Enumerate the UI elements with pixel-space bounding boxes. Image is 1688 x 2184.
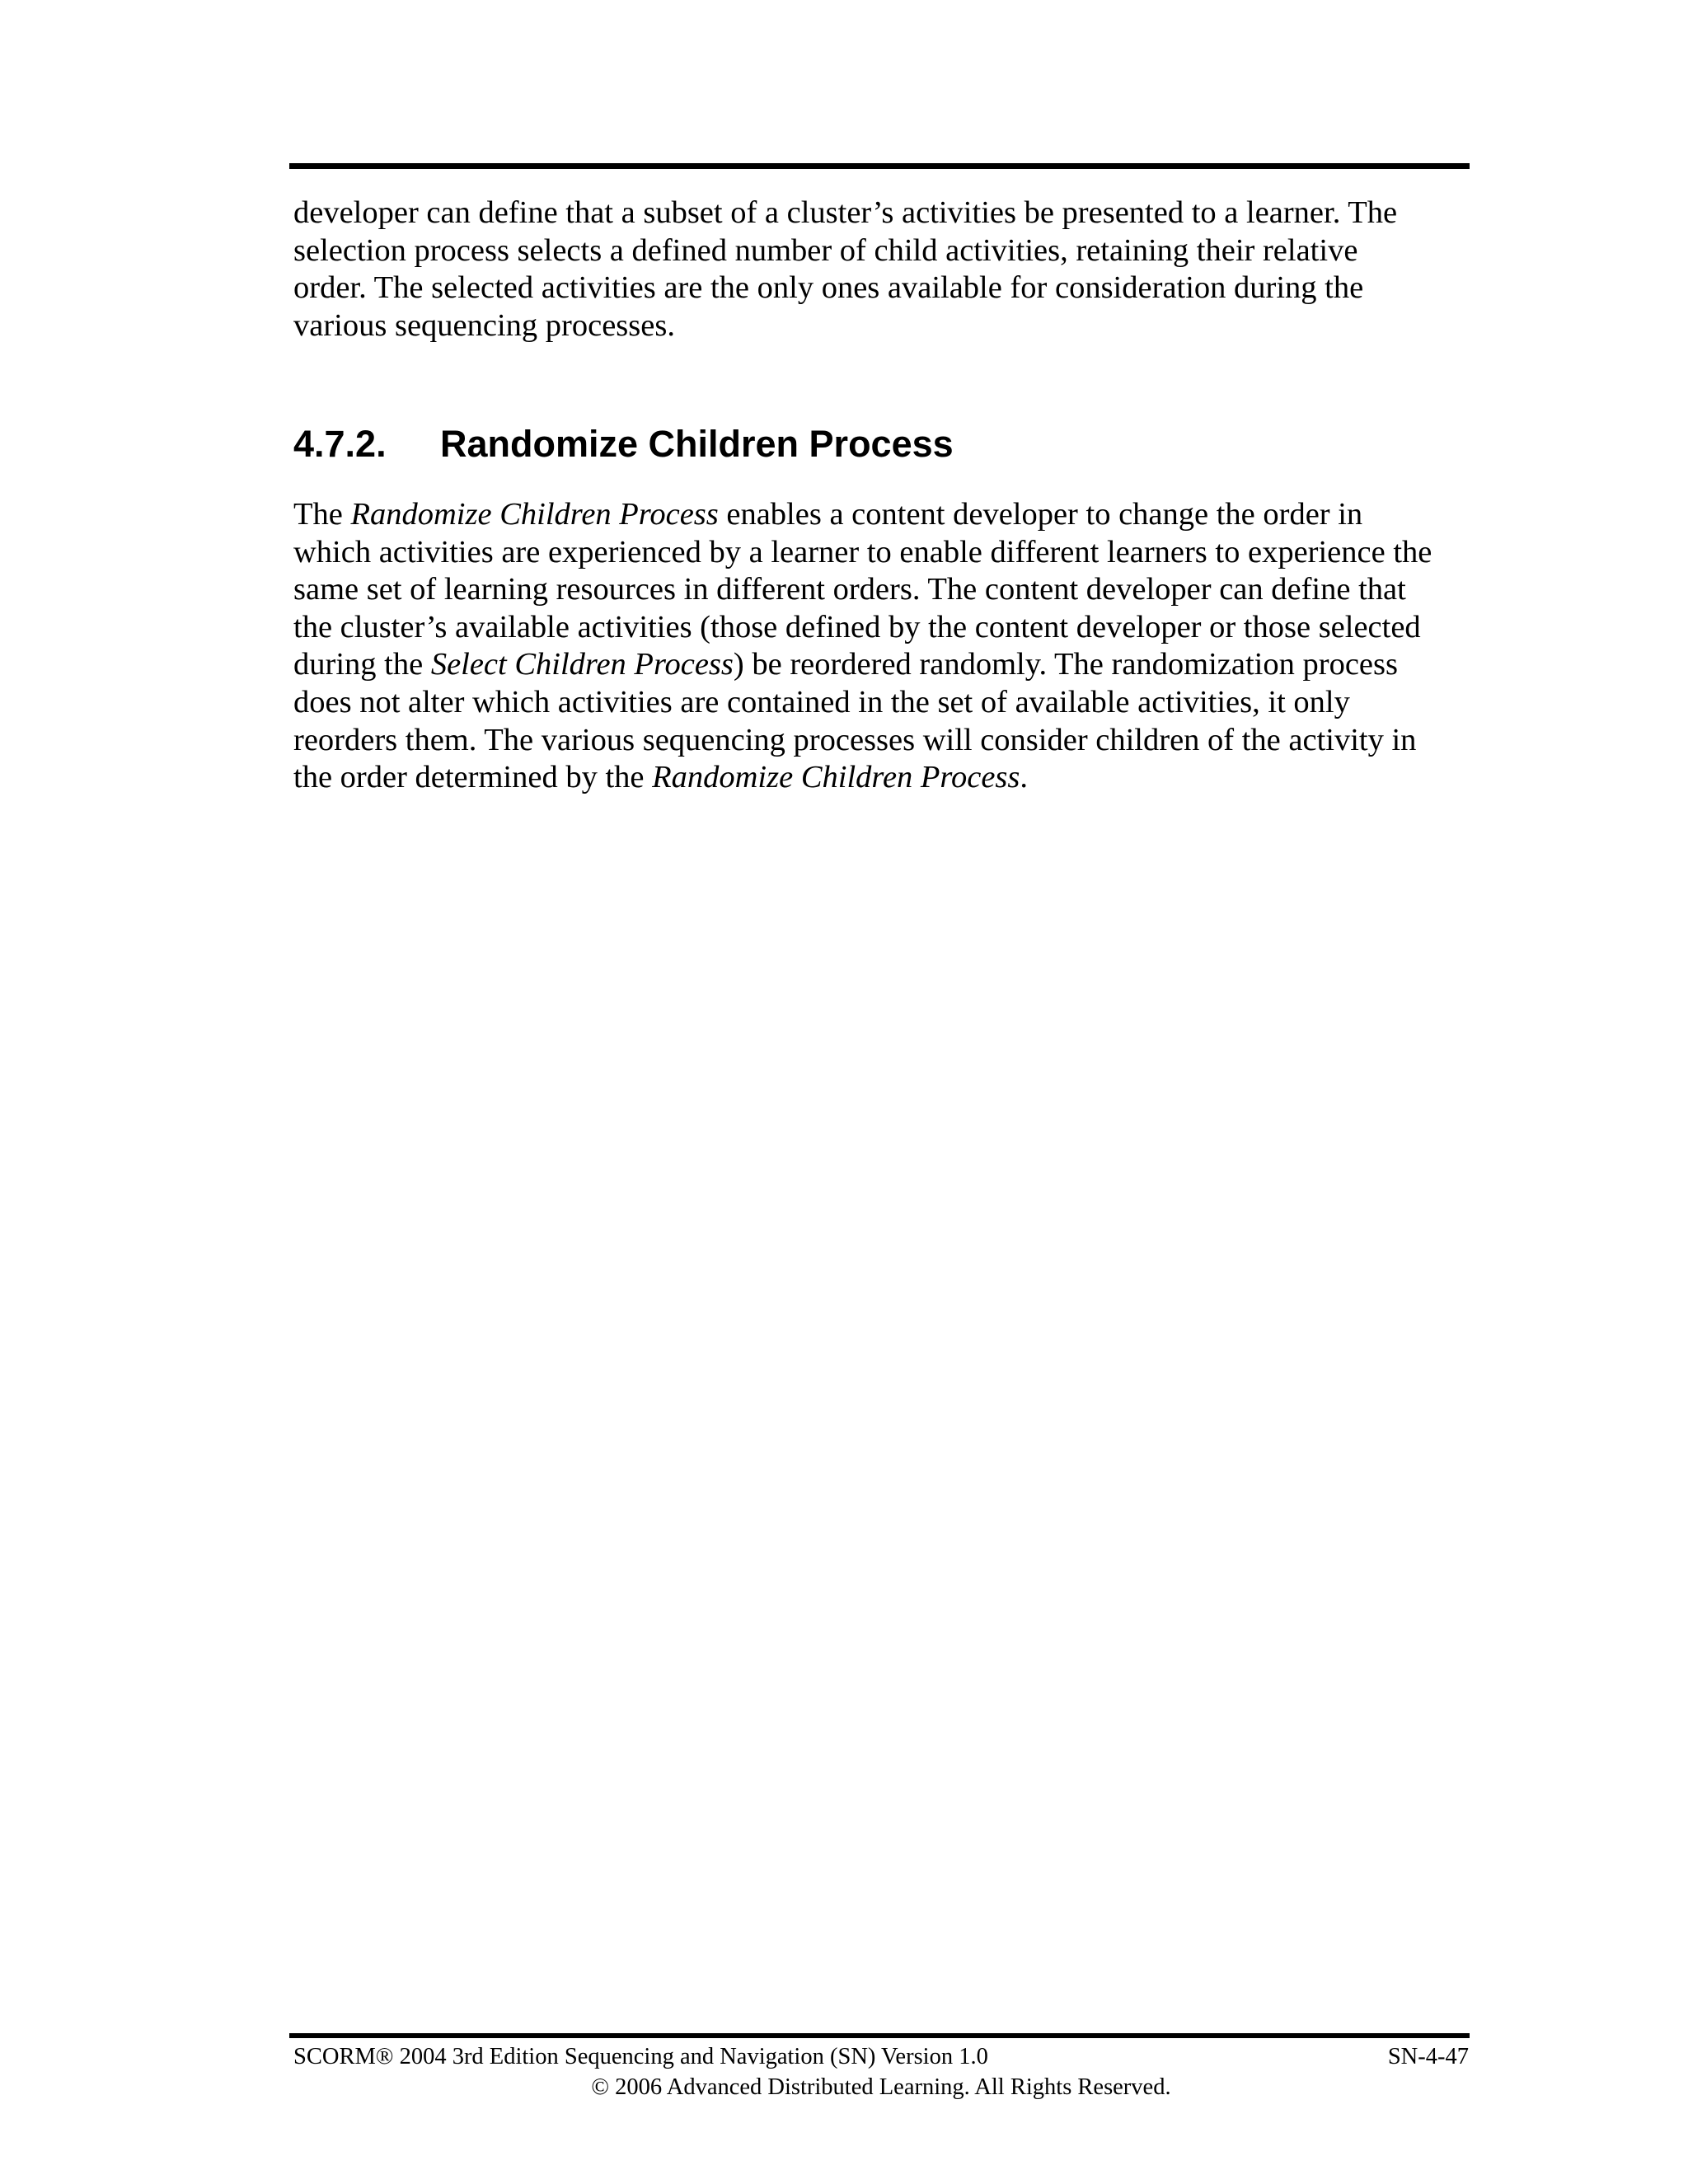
header-rule bbox=[289, 163, 1470, 169]
text-run: during the bbox=[293, 647, 431, 682]
footer-row bbox=[293, 2042, 1469, 2072]
section-number: 4.7.2. bbox=[293, 423, 387, 465]
section-paragraph bbox=[293, 496, 1432, 797]
paragraph-line: reorders them. The various sequencing processes will consider children of the activity in bbox=[293, 722, 1417, 757]
paragraph-line bbox=[293, 759, 1432, 797]
process-name-emphasis: Select Children Process bbox=[430, 647, 734, 682]
paragraph-line: does not alter which activities are contained in the set of available activities, it only bbox=[293, 684, 1350, 719]
footer-document-title: SCORM® 2004 3rd Edition Sequencing and Navigation (SN) Version 1.0 bbox=[293, 2044, 988, 2069]
paragraph-line bbox=[293, 496, 1432, 534]
text-run: ) be reordered randomly. The randomization process bbox=[733, 647, 1398, 682]
section-title: Randomize Children Process bbox=[440, 423, 954, 465]
text-run: . bbox=[1020, 760, 1028, 795]
paragraph-line: order. The selected activities are the only ones available for consideration during the bbox=[293, 270, 1364, 306]
paragraph-line: the cluster’s available activities (those defined by the content developer or those selected bbox=[293, 609, 1421, 644]
page-footer bbox=[293, 2042, 1469, 2102]
text-run: enables a content developer to change the order in bbox=[718, 497, 1363, 532]
paragraph-line: various sequencing processes. bbox=[293, 307, 675, 343]
process-name-emphasis: Randomize Children Process bbox=[652, 760, 1020, 795]
paragraph-line: selection process selects a defined number of child activities, retaining their relative bbox=[293, 232, 1358, 268]
paragraph-line: same set of learning resources in different orders. The content developer can define that bbox=[293, 572, 1406, 607]
text-run: the order determined by the bbox=[293, 760, 653, 795]
footer-copyright: © 2006 Advanced Distributed Learning. All Rights Reserved. bbox=[591, 2074, 1171, 2100]
continued-paragraph bbox=[293, 194, 1472, 344]
process-name-emphasis: Randomize Children Process bbox=[350, 497, 719, 532]
paragraph-line bbox=[293, 646, 1432, 684]
footer-rule bbox=[289, 2033, 1470, 2038]
text-run: The bbox=[293, 497, 351, 532]
footer-page-number: SN-4-47 bbox=[1387, 2044, 1469, 2069]
section-heading bbox=[293, 422, 954, 466]
page-content bbox=[293, 194, 1472, 795]
paragraph-line: developer can define that a subset of a cluster’s activities be presented to a learner. The bbox=[293, 195, 1398, 230]
paragraph-line: which activities are experienced by a learner to enable different learners to experience the bbox=[293, 534, 1432, 569]
